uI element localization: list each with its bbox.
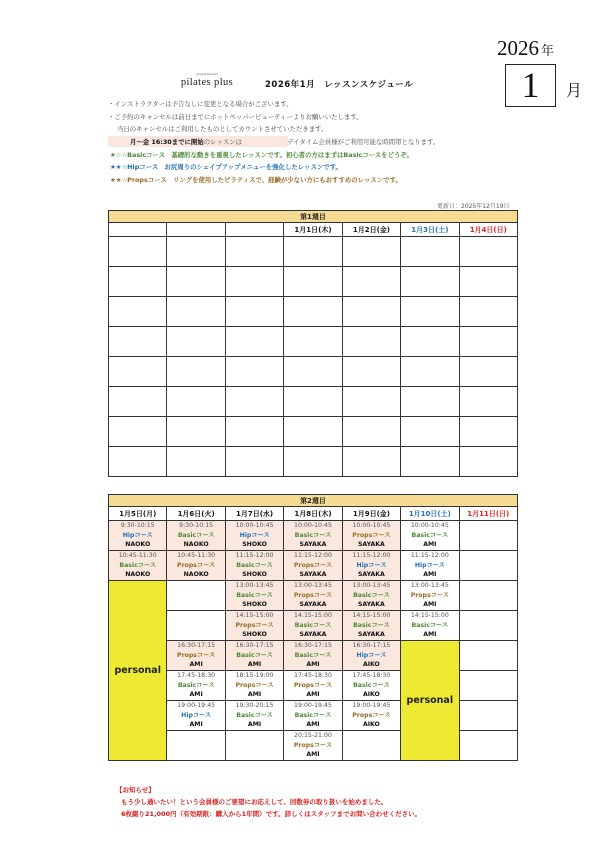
- course-desc-hip: ★★☆Hipコース お尻周りのシェイプアップメニューを強化したレッスンです。: [110, 163, 342, 171]
- lesson-cell[interactable]: [167, 671, 225, 701]
- lesson-course: Propsコース: [410, 592, 449, 599]
- week2-label: 第2週目: [109, 495, 518, 507]
- week2-table: [108, 494, 518, 761]
- empty-cell: [342, 267, 400, 297]
- empty-cell: [459, 357, 517, 387]
- week2-day-sunday: 1月11日(日): [459, 507, 517, 521]
- empty-cell: [284, 237, 342, 267]
- lesson-course: Basicコース: [236, 712, 273, 719]
- week2-day-saturday: 1月10日(土): [401, 507, 459, 521]
- lesson-cell[interactable]: [225, 671, 283, 701]
- lesson-instructor: SAYAKA: [299, 571, 327, 578]
- lesson-time: 18:15-19:00: [235, 672, 274, 679]
- empty-cell: [225, 447, 283, 477]
- week2-day: 1月7日(水): [225, 507, 283, 521]
- week2-day: 1月6日(火): [167, 507, 225, 521]
- empty-cell: [342, 357, 400, 387]
- lesson-instructor: AMI: [306, 751, 320, 758]
- empty-cell: [225, 297, 283, 327]
- lesson-time: 11:15-12:00: [410, 552, 449, 559]
- empty-cell: [109, 237, 167, 267]
- lesson-course: Basicコース: [236, 652, 273, 659]
- lesson-time: 19:00-19:45: [352, 702, 391, 709]
- empty-cell: [167, 417, 225, 447]
- week2-day: 1月5日(月): [109, 507, 167, 521]
- empty-cell: [401, 237, 459, 267]
- lesson-time: 13:00-13:45: [235, 582, 274, 589]
- empty-cell: [401, 447, 459, 477]
- empty-cell: [401, 387, 459, 417]
- lesson-instructor: SAYAKA: [299, 541, 327, 548]
- note-same-day-cancel: 当日のキャンセルはご利用したものとしてカウントさせていただきます。: [117, 125, 328, 133]
- lesson-course: Propsコース: [235, 682, 274, 689]
- course-desc-props: ★★☆Propsコース リングを使用したピラティスで、経験が少ない方にもおすすめのレッスンです。: [110, 176, 402, 184]
- note-instructor-change: ・インストラクターは予告なしに変更となる場合がございます。: [108, 100, 293, 108]
- lesson-course: Basicコース: [353, 592, 390, 599]
- empty-cell: [459, 641, 517, 671]
- lesson-course: Basicコース: [294, 712, 332, 719]
- lesson-instructor: AMI: [247, 691, 262, 698]
- lesson-time: 14:15-15:00: [352, 612, 391, 619]
- empty-cell: [459, 731, 517, 761]
- course-desc-basic: ★☆☆Basicコース 基礎的な動きを重視したレッスンです。初心者の方はまずはBasicコースをどうぞ。: [110, 151, 414, 159]
- empty-cell: [459, 267, 517, 297]
- empty-cell: [284, 417, 342, 447]
- lesson-time: 10:45-11:30: [118, 552, 157, 559]
- lesson-cell[interactable]: [342, 701, 400, 731]
- lesson-instructor: AMI: [247, 721, 262, 728]
- empty-cell: [225, 731, 283, 761]
- lesson-time: 14:15-15:00: [410, 612, 449, 619]
- lesson-time: 17:45-18:30: [177, 672, 216, 679]
- empty-cell: [459, 417, 517, 447]
- week1-day: 1月2日(金): [342, 223, 400, 237]
- lesson-time: 10:00-10:45: [352, 522, 391, 529]
- lesson-instructor: AMI: [306, 661, 320, 668]
- empty-cell: [167, 387, 225, 417]
- empty-cell: [284, 327, 342, 357]
- empty-cell: [342, 447, 400, 477]
- week1-label: 第1週目: [109, 211, 518, 223]
- lesson-course: Basicコース: [236, 562, 273, 569]
- lesson-instructor: AMI: [189, 661, 203, 668]
- lesson-cell[interactable]: [109, 521, 167, 551]
- lesson-instructor: NAOKO: [125, 571, 151, 578]
- lesson-cell[interactable]: [284, 731, 342, 761]
- empty-cell: [342, 327, 400, 357]
- daytime-note-rest: のレッスンは: [203, 138, 242, 146]
- daytime-note-bold: 月～金 16:30までに開始: [130, 138, 204, 146]
- lesson-course: Basicコース: [119, 562, 157, 569]
- lesson-cell[interactable]: [401, 521, 459, 551]
- lesson-instructor: SAYAKA: [357, 541, 385, 548]
- empty-cell: [109, 417, 167, 447]
- month-suffix: 月: [566, 83, 583, 100]
- lesson-instructor: AMI: [189, 721, 203, 728]
- empty-cell: [342, 237, 400, 267]
- week1-day-saturday: 1月3日(土): [401, 223, 459, 237]
- empty-cell: [401, 327, 459, 357]
- lesson-instructor: AIKO: [362, 721, 380, 728]
- empty-cell: [459, 297, 517, 327]
- lesson-cell[interactable]: [225, 611, 283, 641]
- empty-cell: [459, 611, 517, 641]
- empty-cell: [167, 267, 225, 297]
- lesson-cell[interactable]: [342, 581, 400, 611]
- lesson-instructor: AMI: [423, 541, 437, 548]
- lesson-course: Basicコース: [177, 532, 215, 539]
- lesson-course: Basicコース: [294, 652, 332, 659]
- empty-cell: [459, 671, 517, 701]
- empty-cell: [459, 237, 517, 267]
- lesson-time: 13:00-13:45: [294, 582, 332, 589]
- empty-cell: [342, 387, 400, 417]
- empty-cell: [225, 267, 283, 297]
- lesson-time: 13:00-13:45: [352, 582, 391, 589]
- empty-cell: [167, 357, 225, 387]
- empty-cell: [401, 297, 459, 327]
- daytime-note-after: デイタイム会員様がご利用可能な時間帯となります。: [287, 138, 440, 146]
- empty-cell: [284, 387, 342, 417]
- lesson-course: Hipコース: [122, 532, 153, 539]
- lesson-cell[interactable]: [342, 611, 400, 641]
- lesson-time: 14:15-15:00: [294, 612, 332, 619]
- empty-cell: [459, 701, 517, 731]
- lesson-time: 10:00-10:45: [235, 522, 274, 529]
- lesson-instructor: NAOKO: [125, 541, 151, 548]
- empty-cell: [459, 521, 517, 551]
- lesson-course: Basicコース: [411, 532, 449, 539]
- week1-day-sunday: 1月4日(日): [459, 223, 517, 237]
- lesson-cell[interactable]: [284, 581, 342, 611]
- lesson-cell[interactable]: [225, 581, 283, 611]
- lesson-time: 10:00-10:45: [410, 522, 449, 529]
- lesson-time: 16:30-17:15: [352, 642, 391, 649]
- lesson-cell[interactable]: [342, 641, 400, 671]
- lesson-instructor: SHOKO: [242, 571, 267, 578]
- lesson-cell[interactable]: [284, 551, 342, 581]
- week1-day: [167, 223, 225, 237]
- lesson-cell[interactable]: [167, 551, 225, 581]
- lesson-course: Basicコース: [294, 532, 332, 539]
- lesson-cell[interactable]: [342, 551, 400, 581]
- empty-cell: [459, 581, 517, 611]
- lesson-cell[interactable]: [401, 611, 459, 641]
- brand-logo: [175, 72, 239, 89]
- lesson-time: 11:15-12:00: [294, 552, 332, 559]
- lesson-course: Hipコース: [181, 712, 212, 719]
- lesson-instructor: AMI: [189, 691, 203, 698]
- lesson-cell[interactable]: [225, 521, 283, 551]
- lesson-time: 9:30-10:15: [179, 522, 214, 529]
- lesson-cell[interactable]: [225, 701, 283, 731]
- lesson-cell[interactable]: [109, 551, 167, 581]
- lesson-cell[interactable]: [401, 581, 459, 611]
- lesson-instructor: AMI: [306, 721, 320, 728]
- lesson-course: Propsコース: [293, 562, 333, 569]
- empty-cell: [167, 237, 225, 267]
- empty-cell: [109, 387, 167, 417]
- lesson-time: 11:15-12:00: [235, 552, 274, 559]
- empty-cell: [167, 611, 225, 641]
- month-box: 1: [505, 64, 556, 107]
- lesson-instructor: AIKO: [362, 691, 380, 698]
- lesson-course: Propsコース: [177, 652, 216, 659]
- lesson-time: 19:00-19:45: [177, 702, 216, 709]
- daytime-note: [130, 137, 242, 146]
- lesson-course: Propsコース: [352, 712, 391, 719]
- lesson-instructor: SAYAKA: [357, 601, 385, 608]
- lesson-course: Hipコース: [414, 562, 445, 569]
- empty-cell: [401, 267, 459, 297]
- lesson-course: Propsコース: [235, 622, 274, 629]
- week2-day: 1月8日(木): [284, 507, 342, 521]
- lesson-instructor: NAOKO: [183, 541, 209, 548]
- lesson-time: 10:45-11:30: [177, 552, 216, 559]
- lesson-instructor: SHOKO: [242, 601, 267, 608]
- year-value: 2026: [497, 36, 539, 60]
- empty-cell: [167, 731, 225, 761]
- lesson-time: 17:45-18:30: [352, 672, 391, 679]
- empty-cell: [459, 551, 517, 581]
- empty-cell: [401, 417, 459, 447]
- lesson-cell[interactable]: [401, 551, 459, 581]
- lesson-course: Propsコース: [293, 682, 333, 689]
- lesson-cell[interactable]: [167, 641, 225, 671]
- empty-cell: [284, 447, 342, 477]
- lesson-course: Hipコース: [239, 532, 270, 539]
- empty-cell: [225, 237, 283, 267]
- note-cancel-policy: ・ご予約のキャンセルは前日までにホットペッパービューティーよりお願いいたします。: [108, 113, 363, 121]
- empty-cell: [167, 297, 225, 327]
- empty-cell: [167, 581, 225, 611]
- empty-cell: [167, 447, 225, 477]
- lesson-time: 11:15-12:00: [352, 552, 391, 559]
- lesson-instructor: AMI: [423, 631, 437, 638]
- lesson-cell[interactable]: [284, 641, 342, 671]
- lesson-time: 16:30-17:15: [235, 642, 274, 649]
- lesson-cell[interactable]: [167, 701, 225, 731]
- lesson-time: 20:15-21:00: [294, 732, 332, 739]
- empty-cell: [284, 357, 342, 387]
- lesson-course: Propsコース: [293, 742, 333, 749]
- personal-block-saturday[interactable]: personal: [401, 641, 459, 761]
- lesson-course: Basicコース: [177, 682, 215, 689]
- lesson-time: 17:45-18:30: [294, 672, 332, 679]
- lesson-time: 19:30-20:15: [235, 702, 274, 709]
- empty-cell: [459, 387, 517, 417]
- empty-cell: [284, 297, 342, 327]
- lesson-course: Hipコース: [356, 562, 387, 569]
- empty-cell: [109, 267, 167, 297]
- lesson-instructor: NAOKO: [183, 571, 209, 578]
- empty-cell: [401, 357, 459, 387]
- notice-line-2: 6枚綴り21,000円（有効期限：購入から1年間）です。詳しくはスタッフまでお問い合わせください。: [121, 810, 422, 818]
- lesson-instructor: SAYAKA: [299, 601, 327, 608]
- lesson-course: Propsコース: [352, 532, 391, 539]
- lesson-course: Basicコース: [411, 622, 449, 629]
- lesson-cell[interactable]: [342, 671, 400, 701]
- lesson-time: 13:00-13:45: [410, 582, 449, 589]
- lesson-instructor: SAYAKA: [299, 631, 327, 638]
- lesson-instructor: AMI: [247, 661, 262, 668]
- empty-cell: [109, 297, 167, 327]
- lesson-time: 16:30-17:15: [177, 642, 216, 649]
- notice-title: 【お知らせ】: [116, 786, 155, 794]
- lesson-cell[interactable]: [225, 551, 283, 581]
- lesson-cell[interactable]: [342, 521, 400, 551]
- lesson-instructor: SHOKO: [242, 631, 267, 638]
- lesson-instructor: SHOKO: [242, 541, 267, 548]
- lesson-time: 10:00-10:45: [294, 522, 332, 529]
- empty-cell: [284, 267, 342, 297]
- lesson-cell[interactable]: [167, 521, 225, 551]
- empty-cell: [109, 447, 167, 477]
- empty-cell: [342, 297, 400, 327]
- lesson-course: Basicコース: [353, 682, 390, 689]
- empty-cell: [109, 327, 167, 357]
- lesson-cell[interactable]: [284, 701, 342, 731]
- week2-day: 1月9日(金): [342, 507, 400, 521]
- empty-cell: [167, 327, 225, 357]
- empty-cell: [459, 447, 517, 477]
- empty-cell: [225, 387, 283, 417]
- week1-day: [225, 223, 283, 237]
- lesson-time: 9:30-10:15: [120, 522, 155, 529]
- lesson-course: Basicコース: [236, 592, 273, 599]
- lesson-instructor: SAYAKA: [357, 571, 385, 578]
- lesson-cell[interactable]: [225, 641, 283, 671]
- empty-cell: [225, 357, 283, 387]
- lesson-instructor: AMI: [306, 691, 320, 698]
- week1-day: 1月1日(木): [284, 223, 342, 237]
- lesson-cell[interactable]: [284, 611, 342, 641]
- lesson-course: Propsコース: [293, 592, 333, 599]
- lesson-instructor: AIKO: [362, 661, 380, 668]
- lesson-course: Propsコース: [177, 562, 216, 569]
- brand-name: pilates plus: [180, 77, 234, 88]
- empty-cell: [342, 417, 400, 447]
- lesson-instructor: SAYAKA: [357, 631, 385, 638]
- lesson-instructor: AMI: [423, 571, 437, 578]
- page-title: 2026年1月 レッスンスケジュール: [265, 80, 414, 90]
- year-label: [497, 36, 554, 61]
- empty-cell: [342, 731, 400, 761]
- week1-table: [108, 210, 518, 477]
- lesson-course: Hipコース: [356, 652, 387, 659]
- year-suffix: 年: [541, 43, 555, 58]
- lesson-cell[interactable]: [284, 671, 342, 701]
- empty-cell: [109, 357, 167, 387]
- week1-day: [109, 223, 167, 237]
- brand-tagline: group & Personal: [196, 72, 218, 76]
- empty-cell: [459, 327, 517, 357]
- empty-cell: [225, 417, 283, 447]
- lesson-cell[interactable]: [284, 521, 342, 551]
- lesson-time: 16:30-17:15: [294, 642, 332, 649]
- empty-cell: [225, 327, 283, 357]
- personal-block-monday[interactable]: personal: [109, 581, 167, 761]
- lesson-time: 14:15-15:00: [235, 612, 274, 619]
- lesson-instructor: AMI: [423, 601, 437, 608]
- lesson-time: 19:00-19:45: [294, 702, 332, 709]
- lesson-course: Basicコース: [353, 622, 390, 629]
- notice-line-1: もう少し通いたい！という会員様のご要望にお応えして、回数券の取り扱いを始めました。: [121, 798, 388, 806]
- updated-date: 更新日：2025年12月19日: [437, 203, 510, 210]
- lesson-course: Basicコース: [294, 622, 332, 629]
